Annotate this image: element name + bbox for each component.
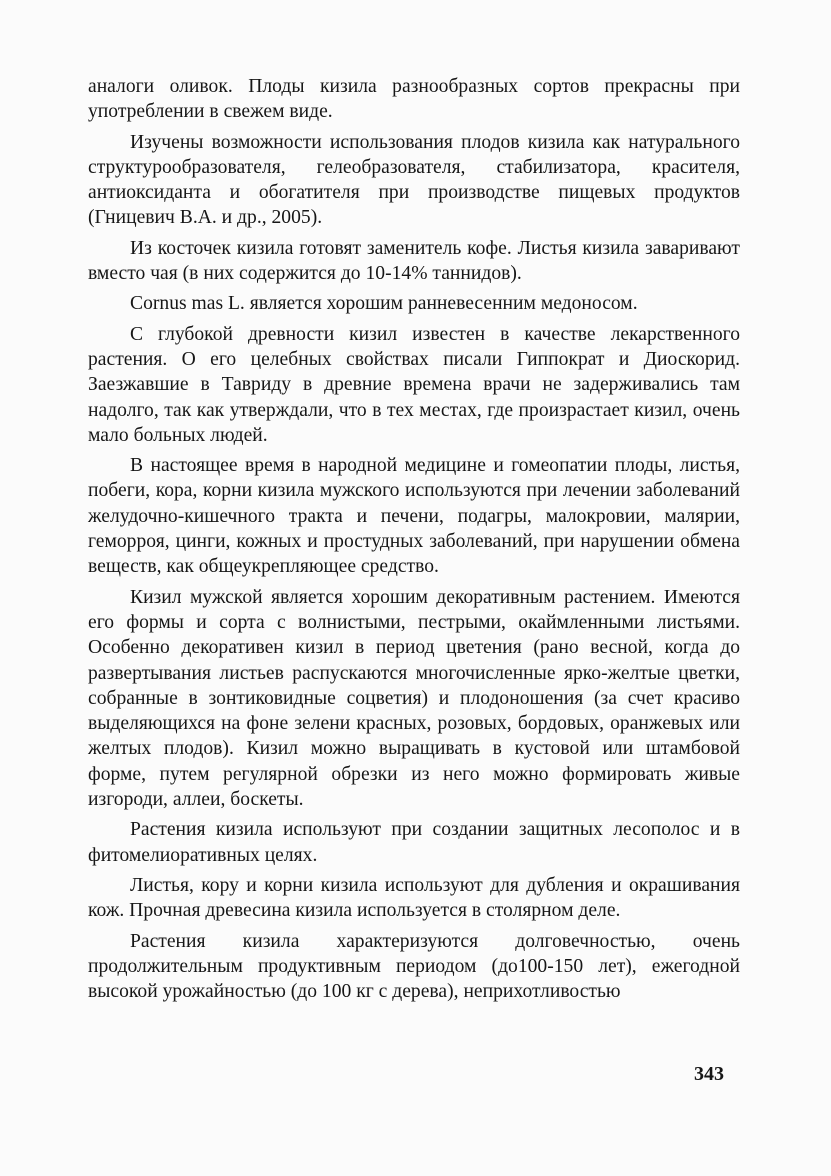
- paragraph-4: Cornus mas L. является хорошим ранневесенним медоносом.: [130, 293, 638, 315]
- paragraph-3: Из косточек кизила готовят заменитель кофе. Листья кизила заваривают вместо чая (в них содержится до 10-14% таннидов).: [88, 237, 740, 285]
- paragraph-7: Кизил мужской является хорошим декоративным растением. Имеются его формы и сорта с волнистыми, пестрыми, окаймленными листьями. Особенно декоративен кизил в период цветения (рано весной, когда до развертывания листьев распускаются многочисленные ярко-желтые цветки, собранные в зонтиковидные соцветия) и плодоношения (за счет красиво выделяющихся на фоне зелени красных, розовых, бордовых, оранжевых или желтых плодов). Кизил можно выращивать в кустовой или штамбовой форме, путем регулярной обрезки из него можно формировать живые изгороди, аллеи, боскеты.: [88, 586, 740, 811]
- paragraph-9: Листья, кору и корни кизила используют для дубления и окрашивания кож. Прочная древесина кизила используется в столярном деле.: [88, 874, 740, 922]
- body-text: [88, 74, 740, 1009]
- paragraph-6: В настоящее время в народной медицине и гомеопатии плоды, листья, побеги, кора, корни кизила мужского используются при лечении заболеваний желудочно-кишечного тракта и печени, подагры, малокровии, малярии, геморроя, цинги, кожных и простудных заболеваний, при нарушении обмена веществ, как общеукрепляющее средство.: [88, 455, 740, 578]
- page-number: 343: [694, 1063, 724, 1085]
- paragraph-5: С глубокой древности кизил известен в качестве лекарственного растения. О его целебных свойствах писали Гиппократ и Диоскорид. Заезжавшие в Тавриду в древние времена врачи не задерживались там надолго, так как утверждали, что в тех местах, где произрастает кизил, очень мало больных людей.: [88, 323, 740, 446]
- paragraph-10: Растения кизила характеризуются долговечностью, очень продолжительным продуктивным периодом (до100-150 лет), ежегодной высокой урожайностью (до 100 кг с дерева), неприхотливостью: [88, 930, 740, 1003]
- paragraph-2: Изучены возможности использования плодов кизила как натурального структурообразователя, гелеобразователя, стабилизатора, красителя, антиоксиданта и обогатителя при производстве пищевых продуктов (Гницевич В.А. и др., 2005).: [88, 131, 740, 229]
- paragraph-8: Растения кизила используют при создании защитных лесополос и в фитомелиоративных целях.: [88, 819, 740, 866]
- paragraph-1: аналоги оливок. Плоды кизила разнообразных сортов прекрасны при употреблении в свежем виде.: [88, 76, 740, 123]
